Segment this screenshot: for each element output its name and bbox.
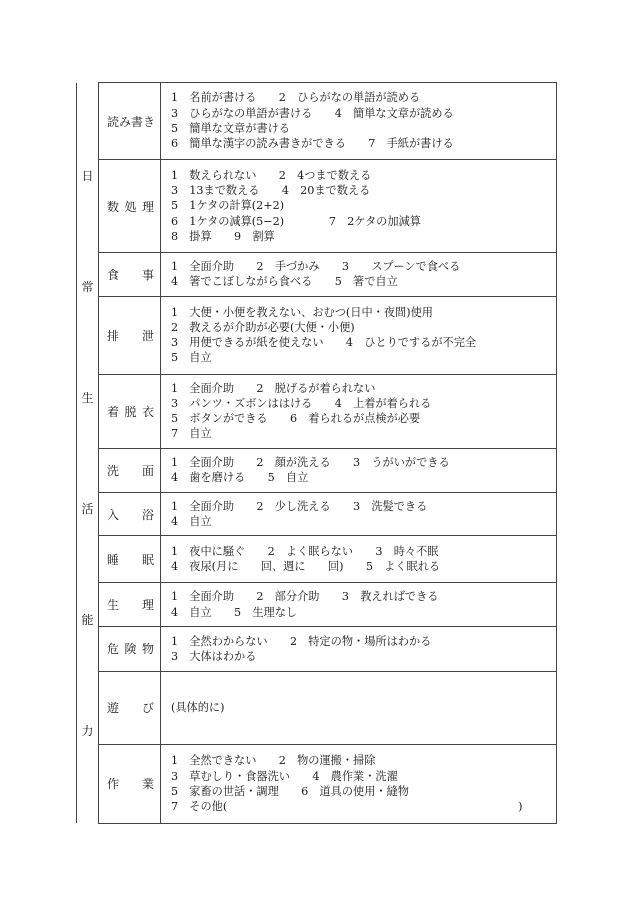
option-line: 3 用便できるが紙を使えない 4 ひとりでするが不完全 [171, 336, 477, 350]
table-row [77, 744, 557, 823]
table-row [77, 583, 557, 627]
category-label-washing [99, 448, 161, 492]
category-label-char: 洗 [107, 463, 120, 478]
category-label-excretion [99, 296, 161, 374]
option-line: 4 自立 [171, 515, 212, 529]
category-label-char: 浴 [141, 507, 154, 522]
category-label-char: 業 [141, 777, 154, 792]
option-line: 2 教えるが介助が必要(大便・小便) [171, 320, 355, 334]
category-label-char: 泄 [141, 328, 154, 343]
category-label-sleep [99, 536, 161, 583]
category-label-char: 食 [107, 267, 120, 282]
category-label-char: 入 [107, 507, 120, 522]
section-title-char: 常 [81, 279, 94, 294]
category-label-char: 着 [107, 404, 120, 419]
table-row [77, 671, 557, 744]
option-line: 3 ひらがなの単語が書ける 4 簡単な文章が読める [171, 106, 454, 120]
option-line: 7 その他( ) [171, 800, 523, 814]
option-line: 1 数えられない 2 4つまで数える [171, 168, 372, 182]
option-line: 1 全然できない 2 物の運搬・掃除 [171, 754, 376, 768]
category-label-eating [99, 253, 161, 297]
category-label-char: 睡 [107, 552, 120, 567]
category-label-char: 理 [141, 598, 154, 613]
options-cell-eating [161, 253, 557, 297]
category-label-char: 面 [141, 463, 154, 478]
category-label-char: 作 [107, 777, 120, 792]
category-label-play [99, 671, 161, 744]
table-row [77, 536, 557, 583]
category-label-char: 脱 [124, 404, 137, 419]
options-cell-menstruation [161, 583, 557, 627]
section-title-char: 生 [81, 390, 94, 405]
category-label-char: び [141, 701, 154, 716]
option-line: 1 全面介助 2 手づかみ 3 スプーンで食べる [171, 260, 461, 273]
option-line: (具体的に) [171, 701, 225, 715]
options-cell-danger [161, 626, 557, 671]
table-row [77, 448, 557, 492]
option-line: 1 夜中に騒ぐ 2 よく眠らない 3 時々不眠 [171, 545, 439, 559]
options-cell-dressing [161, 374, 557, 448]
category-label-numbers [99, 160, 161, 253]
table-row [77, 253, 557, 297]
section-title-daily-living-ability [77, 83, 99, 824]
category-label-char: み [119, 114, 132, 129]
option-line: 1 全面介助 2 顔が洗える 3 うがいができる [171, 455, 450, 469]
option-line: 1 全面介助 2 脱げるが着られない [171, 381, 376, 395]
options-cell-work [161, 744, 557, 823]
option-line: 5 1ケタの計算(2+2) [171, 199, 285, 213]
category-label-char: 数 [107, 199, 120, 214]
option-line: 1 全面介助 2 部分介助 3 教えればできる [171, 590, 439, 604]
section-title-char: 能 [81, 612, 94, 627]
option-line: 8 掛算 9 割算 [171, 229, 275, 243]
category-label-work [99, 744, 161, 823]
option-line: 4 夜尿(月に 回、週に 回) 5 よく眠れる [171, 560, 441, 574]
table-body [77, 83, 557, 824]
options-cell-numbers [161, 160, 557, 253]
category-label-char: 衣 [141, 404, 154, 419]
category-label-char: 読 [107, 114, 120, 129]
option-line: 1 大便・小便を教えない、おむつ(日中・夜間)使用 [171, 305, 433, 319]
option-line: 3 草むしり・食器洗い 4 農作業・洗濯 [171, 769, 398, 783]
option-line: 6 1ケタの減算(5−2) 7 2ケタの加減算 [171, 214, 421, 228]
section-title-char: 活 [81, 501, 94, 516]
section-title-char: 力 [81, 723, 94, 738]
daily-living-ability-table [76, 82, 557, 824]
option-line: 5 自立 [171, 351, 212, 365]
section-title-char: 日 [81, 168, 94, 183]
option-line: 4 箸でこぼしながら食べる 5 箸で自立 [171, 275, 398, 289]
option-line: 3 パンツ・ズボンははける 4 上着が着られる [171, 396, 432, 410]
option-line: 5 ボタンができる 6 着られるが点検が必要 [171, 412, 421, 426]
option-line: 5 簡単な文章が書ける [171, 122, 290, 135]
category-label-dressing [99, 374, 161, 448]
options-cell-excretion [161, 296, 557, 374]
option-line: 3 大体はわかる [171, 649, 257, 663]
table-row [77, 492, 557, 536]
option-line: 3 13まで数える 4 20まで数える [171, 184, 371, 198]
table-row [77, 374, 557, 448]
category-label-char: 書 [131, 114, 144, 129]
option-line: 6 簡単な漢字の読み書きができる 7 手紙が書ける [171, 137, 454, 151]
category-label-menstruation [99, 583, 161, 627]
option-line: 7 自立 [171, 427, 212, 441]
option-line: 4 歯を磨ける 5 自立 [171, 471, 309, 485]
category-label-char: き [143, 114, 156, 129]
option-line: 5 家畜の世話・調理 6 道具の使用・縫物 [171, 784, 409, 798]
category-label-char: 遊 [107, 701, 120, 716]
options-cell-play [161, 671, 557, 744]
category-label-bathing [99, 492, 161, 536]
category-label-char: 理 [141, 199, 154, 214]
category-label-char: 物 [141, 642, 154, 657]
category-label-char: 険 [124, 642, 137, 657]
options-cell-washing [161, 448, 557, 492]
options-cell-bathing [161, 492, 557, 536]
category-label-char: 生 [107, 598, 120, 613]
category-label-char: 事 [141, 267, 154, 282]
options-cell-reading [161, 83, 557, 160]
option-line: 1 全面介助 2 少し洗える 3 洗髪できる [171, 499, 428, 513]
category-label-char: 眠 [141, 552, 154, 567]
table-row [77, 296, 557, 374]
option-line: 1 名前が書ける 2 ひらがなの単語が読める [171, 91, 421, 105]
table-row [77, 83, 557, 160]
category-label-char: 処 [124, 199, 137, 214]
category-label-danger [99, 626, 161, 671]
table-row [77, 626, 557, 671]
category-label-reading [99, 83, 161, 160]
option-line: 4 自立 5 生理なし [171, 605, 298, 619]
category-label-char: 排 [107, 328, 120, 343]
category-label-char: 危 [107, 642, 120, 657]
table-row [77, 160, 557, 253]
options-cell-sleep [161, 536, 557, 583]
option-line: 1 全然わからない 2 特定の物・場所はわかる [171, 634, 432, 648]
